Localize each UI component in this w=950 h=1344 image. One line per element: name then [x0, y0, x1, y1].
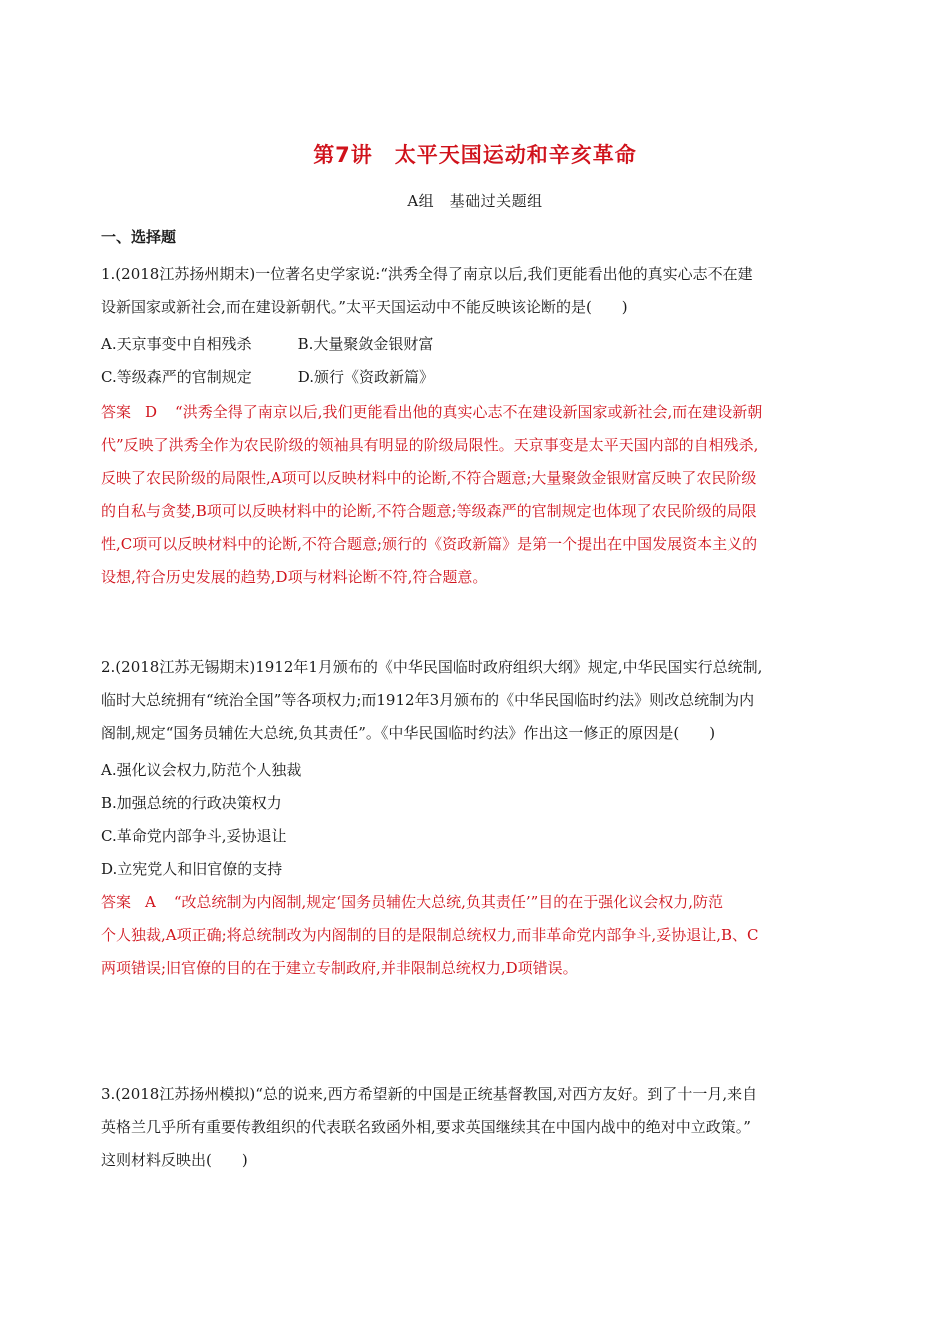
option-d: D.颁行《资政新篇》	[297, 368, 434, 386]
question-1-stem-line: 1.(2018江苏扬州期末)一位著名史学家说:“洪秀全得了南京以后,我们更能看出他的真实心志不在建	[101, 265, 753, 283]
question-2	[101, 651, 849, 985]
section-heading: 一、选择题	[101, 228, 177, 246]
question-2-answer	[101, 886, 849, 985]
question-3-stem-line: 英格兰几乎所有重要传教组织的代表联名致函外相,要求英国继续其在中国内战中的绝对中立政策。”	[101, 1118, 751, 1136]
question-1-stem-line: 设新国家或新社会,而在建设新朝代。”太平天国运动中不能反映该论断的是( )	[101, 298, 628, 316]
answer-letter: D	[145, 403, 158, 421]
option-c: C.等级森严的官制规定	[101, 368, 252, 386]
question-2-stem-line: 2.(2018江苏无锡期末)1912年1月颁布的《中华民国临时政府组织大纲》规定,中华民国实行总统制,	[101, 658, 763, 676]
question-2-stem-line: 临时大总统拥有“统治全国”等各项权力;而1912年3月颁布的《中华民国临时约法》则改总统制为内	[101, 691, 755, 709]
answer-line: 代”反映了洪秀全作为农民阶级的领袖具有明显的阶级局限性。天京事变是太平天国内部的自相残杀,	[101, 436, 759, 454]
answer-line: 个人独裁,A项正确;将总统制改为内阁制的目的是限制总统权力,而非革命党内部争斗,妥协退让,B、C	[101, 926, 759, 944]
question-1-answer	[101, 396, 849, 594]
option-a: A.天京事变中自相残杀	[101, 335, 252, 353]
answer-text: “洪秀全得了南京以后,我们更能看出他的真实心志不在建设新国家或新社会,而在建设新朝	[175, 403, 763, 421]
answer-text: “改总统制为内阁制,规定‘国务员辅佐大总统,负其责任’”目的在于强化议会权力,防范	[173, 893, 724, 911]
option-d: D.立宪党人和旧官僚的支持	[101, 860, 283, 878]
question-1-options-row-2	[101, 361, 849, 394]
answer-line	[101, 396, 849, 429]
option-b: B.加强总统的行政决策权力	[101, 794, 282, 812]
question-2-stem-line: 阁制,规定“国务员辅佐大总统,负其责任”。《中华民国临时约法》作出这一修正的原因是( )	[101, 724, 716, 742]
lesson-title: 第7讲 太平天国运动和辛亥革命	[313, 143, 637, 167]
answer-line: 性,C项可以反映材料中的论断,不符合题意;颁行的《资政新篇》是第一个提出在中国发展资本主义的	[101, 535, 758, 553]
question-3-stem-line: 这则材料反映出( )	[101, 1151, 248, 1169]
answer-letter: A	[145, 893, 156, 911]
answer-line: 两项错误;旧官僚的目的在于建立专制政府,并非限制总统权力,D项错误。	[101, 959, 578, 977]
option-b: B.大量聚敛金银财富	[297, 335, 434, 353]
group-title: A组 基础过关题组	[407, 192, 543, 210]
question-3	[101, 1078, 849, 1177]
answer-line: 的自私与贪婪,B项可以反映材料中的论断,不符合题意;等级森严的官制规定也体现了农民阶级的局限	[101, 502, 757, 520]
question-1-options-row-1	[101, 328, 849, 361]
answer-line: 设想,符合历史发展的趋势,D项与材料论断不符,符合题意。	[101, 568, 488, 586]
option-c: C.革命党内部争斗,妥协退让	[101, 827, 287, 845]
answer-line	[101, 886, 849, 919]
question-3-stem-line: 3.(2018江苏扬州模拟)“总的说来,西方希望新的中国是正统基督教国,对西方友好。到了十一月,来自	[101, 1085, 758, 1103]
answer-line: 反映了农民阶级的局限性,A项可以反映材料中的论断,不符合题意;大量聚敛金银财富反映了农民阶级	[101, 469, 757, 487]
answer-label: 答案	[101, 893, 132, 911]
question-1	[101, 258, 849, 594]
option-a: A.强化议会权力,防范个人独裁	[101, 761, 302, 779]
answer-label: 答案	[101, 403, 132, 421]
